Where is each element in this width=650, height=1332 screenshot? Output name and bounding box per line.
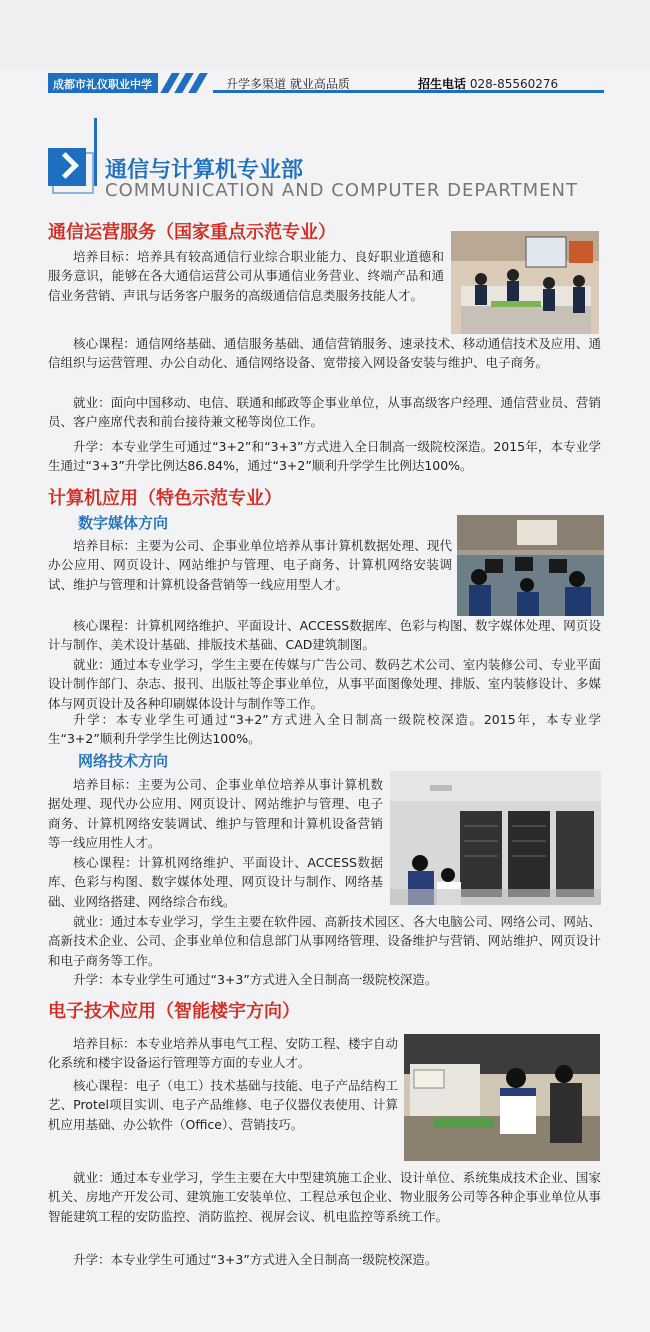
- electronics-employment: 就业：通过本专业学习，学生主要在大中型建筑施工企业、设计单位、系统集成技术企业、国家机关、房地产开发公司、建筑施工安装单位、工程总承包企业、物业服务公司等各种企事业单位从事智能建筑工程的安防监控、消防监控、视屏会议、机电监控等系统工作。: [48, 1170, 601, 1224]
- section-title-electronics: 电子技术应用（智能楼宇方向）: [48, 1001, 300, 1022]
- media-further-study: 升学：本专业学生可通过“3+2”方式进入全日制高一级院校深造。2015年，本专业学生“3+2”顺利升学学生比例达100%。: [48, 712, 601, 747]
- header-slogan: 升学多渠道 就业高品质: [226, 77, 350, 91]
- section-title-computer: 计算机应用（特色示范专业）: [48, 488, 282, 509]
- electronics-courses: 核心课程：电子（电工）技术基础与技能、电子产品结构工艺、Protel项目实训、电子产品维修、电子仪器仪表使用、计算机应用基础、办公软件（Office）、营销技巧。: [48, 1078, 399, 1132]
- school-name: 成都市礼仪职业中学: [53, 78, 152, 91]
- telecom-courses: 核心课程：通信网络基础、通信服务基础、通信营销服务、速录技术、移动通信技术及应用、通信组织与运营管理、办公自动化、通信网络设备、宽带接入网设备安装与维护、电子商务。: [48, 336, 601, 371]
- media-goal: 培养目标：主要为公司、企事业单位培养从事计算机数据处理、现代办公应用、网页设计、网站维护与管理、电子商务、计算机网络安装调试、维护与管理和计算机设备营销等一线应用型人才。: [48, 538, 452, 592]
- page-header: [48, 73, 604, 93]
- telecom-classroom-photo: [451, 231, 599, 334]
- network-lab-photo: [390, 771, 601, 905]
- network-courses: 核心课程：计算机网络维护、平面设计、ACCESS数据库、色彩与构图、数字媒体处理、网页设计与制作、网络基础、业网络搭建、网络综合布线。: [48, 855, 383, 909]
- network-employment: 就业：通过本专业学习，学生主要在软件园、高新技术园区、各大电脑公司、网络公司、网站、高新技术企业、公司、企事业单位和信息部门从事网络管理、设备维护与营销、网站维护、网页设计和电子商务等工作。: [48, 914, 601, 968]
- electronics-further-study: 升学：本专业学生可通过“3+3”方式进入全日制高一级院校深造。: [73, 1252, 438, 1267]
- media-employment: 就业：通过本专业学习，学生主要在传媒与广告公司、数码艺术公司、室内装修公司、专业平面设计制作部门、杂志、报刊、出版社等企事业单位，从事平面图像处理、排版、室内装修设计、多媒体与网页设计及各种印刷媒体设计与制作等工作。: [48, 657, 601, 711]
- telecom-goal: 培养目标：培养具有较高通信行业综合职业能力、良好职业道德和服务意识，能够在各大通信运营公司从事通信业务营业、终端产品和通信业务营销、声讯与话务客户服务的高级通信信息类服务技能人才。: [48, 249, 444, 303]
- telecom-further-study: 升学：本专业学生可通过“3+2”和“3+3”方式进入全日制高一级院校深造。2015年，本专业学生通过“3+3”升学比例达86.84%，通过“3+2”顺利升学学生比例达100%。: [48, 439, 601, 474]
- phone-number: 028-85560276: [469, 77, 559, 91]
- top-blank-band: [0, 0, 650, 70]
- department-title-en: COMMUNICATION AND COMPUTER DEPARTMENT: [105, 180, 578, 201]
- subsection-title-network: 网络技术方向: [78, 752, 169, 770]
- telecom-employment: 就业：面向中国移动、电信、联通和邮政等企事业单位，从事高级客户经理、通信营业员、营销员、客户座席代表和前台接待兼文秘等岗位工作。: [48, 395, 601, 430]
- admission-phone: [418, 75, 558, 92]
- media-courses: 核心课程：计算机网络维护、平面设计、ACCESS数据库、色彩与构图、数字媒体处理、网页设计与制作、美术设计基础、排版技术基础、CAD建筑制图。: [48, 618, 601, 653]
- electronics-lab-photo: [404, 1034, 600, 1161]
- phone-label: 招生电话: [418, 77, 467, 91]
- department-vertical-rule: [94, 118, 97, 186]
- section-title-telecom: 通信运营服务（国家重点示范专业）: [48, 222, 336, 243]
- network-goal: 培养目标：主要为公司、企事业单位培养从事计算机数据处理、现代办公应用、网页设计、网站维护与管理、电子商务、计算机网络安装调试、维护与管理和计算机设备营销等一线应用性人才。: [48, 777, 383, 851]
- computer-lab-photo: [457, 515, 604, 616]
- department-title: 通信与计算机专业部: [105, 158, 304, 183]
- electronics-goal: 培养目标：本专业培养从事电气工程、安防工程、楼宇自动化系统和楼宇设备运行管理等方面的专业人才。: [48, 1036, 399, 1071]
- subsection-title-media: 数字媒体方向: [78, 514, 169, 532]
- chevron-right-icon: [48, 148, 86, 186]
- school-name-banner: [48, 73, 158, 93]
- network-further-study: 升学：本专业学生可通过“3+3”方式进入全日制高一级院校深造。: [73, 972, 438, 987]
